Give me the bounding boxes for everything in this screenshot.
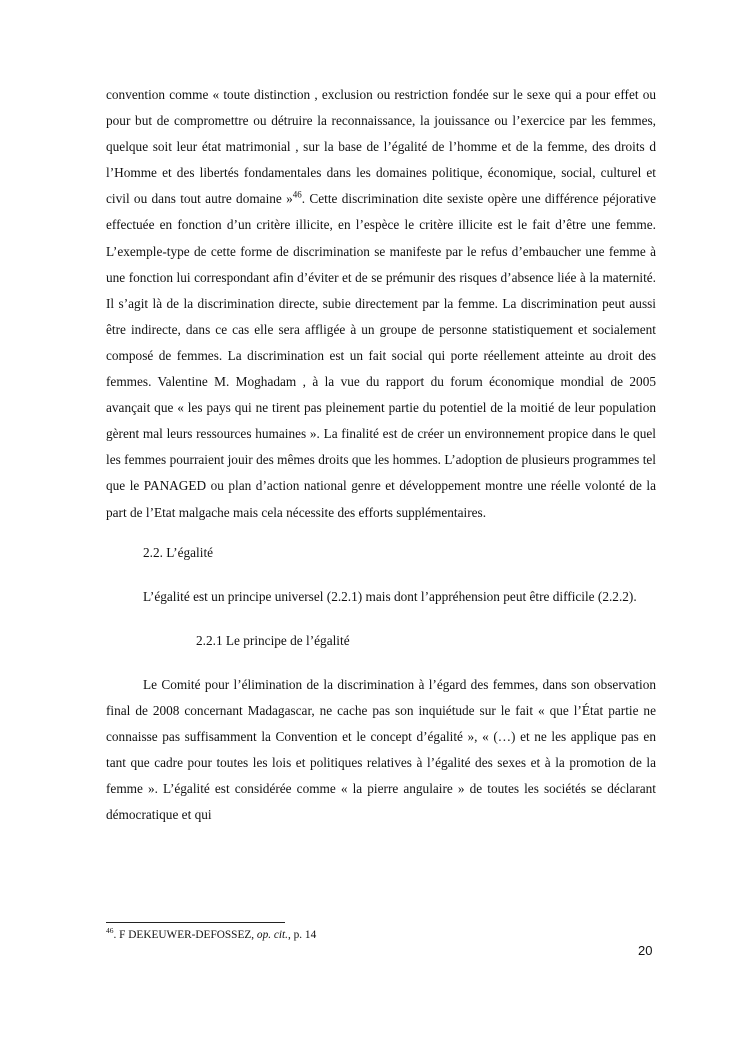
subsection-heading-principe: 2.2.1 Le principe de l’égalité bbox=[196, 632, 350, 648]
paragraph-text-start: convention comme « toute distinction , exclusion ou restriction fondée sur le sexe qui a pour effet ou pour but de compromettre ou détruire la reconnaissance, la jouissance ou l’exercice par les femmes, quelque soit leur état matrimonial , sur la base de l’égalité de l’homme et de la femme, des droits d l’Homme et des libertés fondamentales dans les domaines politique, économique, social, culturel et civil ou dans tout autre domaine » bbox=[106, 87, 656, 207]
paragraph-comite-observation: Le Comité pour l’élimination de la discrimination à l’égard des femmes, dans son observation final de 2008 concernant Madagascar, ne cache pas son inquiétude sur le fait « que l’État partie ne connaisse pas suffisamment la Convention et le concept d’égalité », « (…) et ne les applique pas en tant que cadre pour toutes les lois et politiques relatives à l’égalité des sexes et à la promotion de la femme ». L’égalité est considérée comme « la pierre angulaire » de toutes les sociétés se déclarant démocratique et qui bbox=[106, 676, 656, 823]
footnote-reference[interactable]: 46 bbox=[292, 189, 302, 200]
page-body bbox=[106, 82, 656, 828]
footnote bbox=[106, 928, 316, 942]
paragraph-text-end: . Cette discrimination dite sexiste opère une différence péjorative effectuée en fonction d’un critère illicite, en l’espèce le critère illicite est le fait d’être une femme. L’exemple-type de cette forme de discrimination se manifeste par le refus d’embaucher une femme à une fonction lui correspondant afin d’éviter et de se prémunir des risques d’absence liée à la maternité. Il s’agit là de la discrimination directe, subie directement par la femme. La discrimination peut aussi être indirecte, dans ce cas elle sera affligée à un groupe de personne statistiquement et socialement composé de femmes. La discrimination est un fait social qui porte réellement atteinte au droit des femmes. Valentine M. Moghadam , à la vue du rapport du forum économique mondial de 2005 avançait que « les pays qui ne tirent pas pleinement partie du potentiel de la moitié de leur population gèrent mal leurs ressources humaines ». La finalité est de créer un environnement propice dans le quel les femmes pourraient jouir des mêmes droits que les hommes. L’adoption de plusieurs programmes tel que le PANAGED ou plan d’action national genre et développement montre une réelle volonté de la part de l’Etat malgache mais cela nécessite des efforts supplémentaires. bbox=[106, 191, 657, 520]
footnote-citation: op. cit. bbox=[256, 929, 288, 941]
paragraph-egalite-intro: L’égalité est un principe universel (2.2.1) mais dont l’appréhension peut être difficile (2.2.2). bbox=[143, 588, 637, 604]
footnote-suffix: , p. 14 bbox=[287, 929, 317, 941]
footnote-prefix: . F DEKEUWER-DEFOSSEZ, bbox=[113, 929, 257, 941]
page-number: 20 bbox=[638, 943, 653, 958]
paragraph-discrimination-definition bbox=[106, 82, 656, 526]
footnote-number: 46 bbox=[106, 926, 114, 936]
section-heading-egalite: 2.2. L’égalité bbox=[143, 544, 214, 560]
footnote-divider bbox=[106, 922, 285, 923]
